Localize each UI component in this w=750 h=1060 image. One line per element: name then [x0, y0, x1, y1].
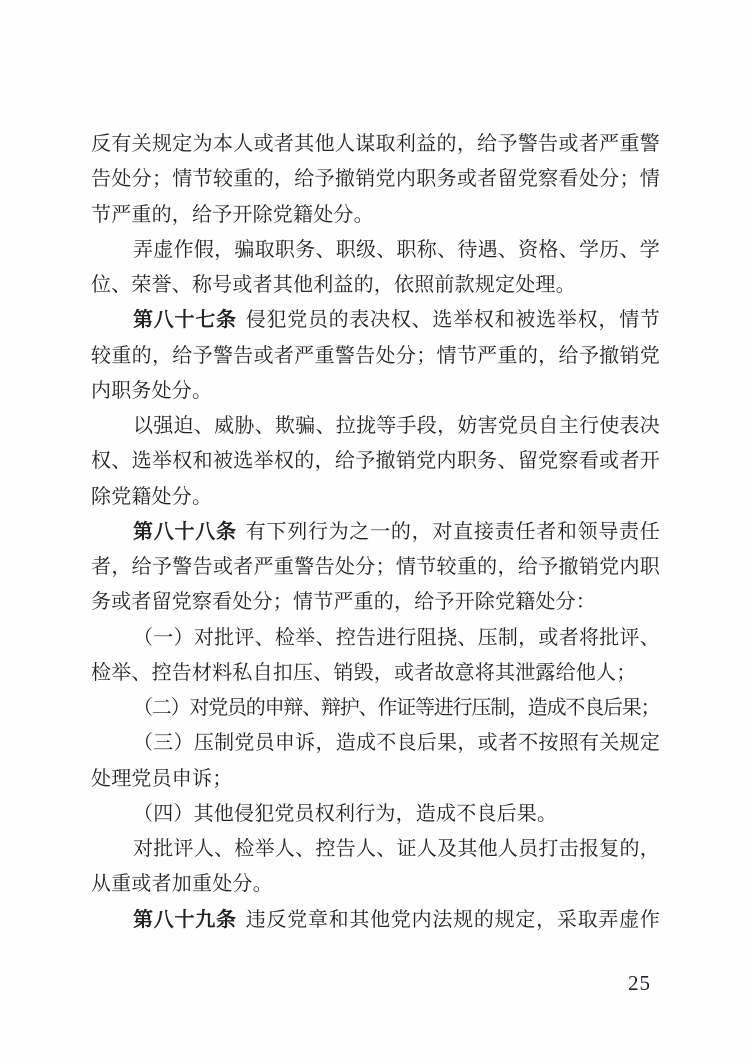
- text-line: 第八十九条 违反党章和其他党内法规的规定，采取弄虚作: [133, 908, 661, 931]
- text-line: 较重的，给予警告或者严重警告处分；情节严重的，给予撤销党: [91, 344, 660, 367]
- text-line: 反有关规定为本人或者其他人谋取利益的，给予警告或者严重警: [91, 133, 660, 155]
- text-line: 者，给予警告或者严重警告处分；情节较重的，给予撤销党内职: [91, 556, 660, 578]
- text-line: 以强迫、威胁、欺骗、拉拢等手段，妨害党员自主行使表决: [133, 415, 660, 437]
- text-line: 第八十七条 侵犯党员的表决权、选举权和被选举权，情节: [133, 309, 661, 332]
- article-number: 第八十九条: [133, 908, 237, 931]
- text-line: （一）对批评、检举、控告进行阻挠、压制，或者将批评、: [133, 626, 660, 649]
- article-number: 第八十八条: [133, 520, 237, 543]
- text-line: 除党籍处分。: [91, 485, 213, 508]
- text-line: （四）其他侵犯党员权利行为，造成不良后果。: [133, 802, 558, 825]
- text-line: 从重或者加重处分。: [91, 873, 273, 896]
- text-line: 内职务处分。: [91, 379, 213, 402]
- text-line: 处理党员申诉；: [91, 767, 233, 790]
- text-line: 位、荣誉、称号或者其他利益的，依照前款规定处理。: [91, 274, 576, 296]
- text-line: 节严重的，给予开除党籍处分。: [91, 203, 374, 226]
- article-number: 第八十七条: [133, 309, 237, 332]
- text-line: 第八十八条 有下列行为之一的，对直接责任者和领导责任: [133, 520, 661, 543]
- text-line: （三）压制党员申诉，造成不良后果，或者不按照有关规定: [133, 732, 660, 755]
- text-line: 检举、控告材料私自扣压、销毁，或者故意将其泄露给他人；: [91, 661, 637, 684]
- text-line: 告处分；情节较重的，给予撤销党内职务或者留党察看处分；情: [91, 168, 660, 191]
- text-line: 弄虚作假，骗取职务、职级、职称、待遇、资格、学历、学: [133, 238, 660, 261]
- text-line: 对批评人、检举人、控告人、证人及其他人员打击报复的，: [133, 838, 660, 860]
- text-block: [91, 127, 660, 938]
- text-line: 务或者留党察看处分；情节严重的，给予开除党籍处分：: [91, 591, 596, 614]
- page-number: 25: [628, 971, 651, 995]
- text-line: （二）对党员的申辩、辩护、作证等进行压制，造成不良后果；: [133, 697, 660, 719]
- text-line: 权、选举权和被选举权的，给予撤销党内职务、留党察看或者开: [91, 450, 660, 473]
